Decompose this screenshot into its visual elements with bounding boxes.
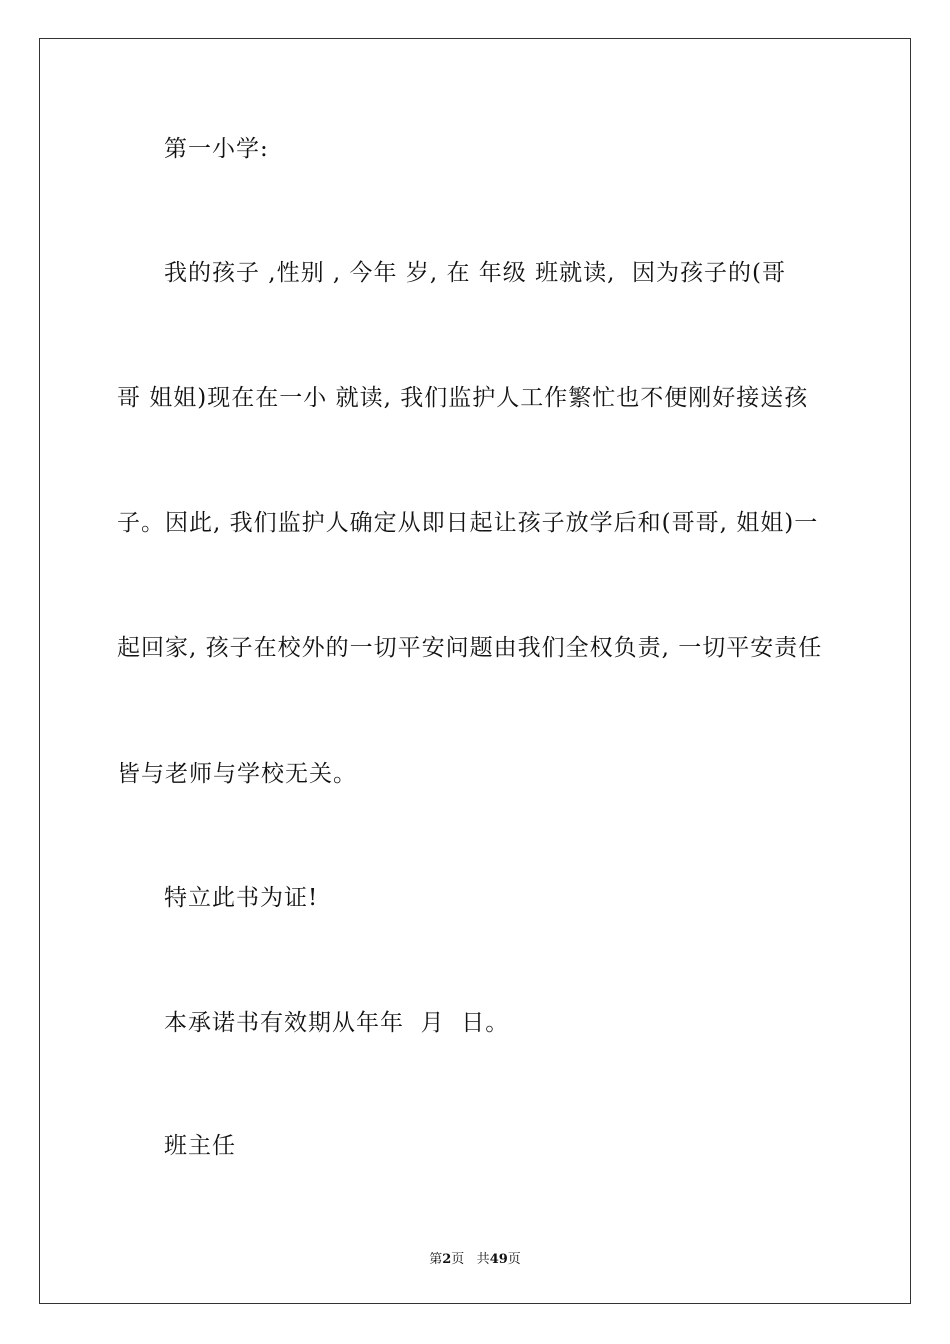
paragraph-line-1: 我的孩子 ,性别 , 今年 岁, 在 年级 班就读, 因为孩子的(哥: [164, 260, 787, 286]
signature-label: 班主任: [164, 1133, 236, 1159]
total-prefix: 共: [476, 1252, 490, 1267]
total-pages: 49: [489, 1252, 508, 1267]
validity-period: 本承诺书有效期从年年 月 日。: [164, 1010, 510, 1036]
page-footer: [0, 1248, 950, 1267]
page-suffix: 页: [451, 1252, 465, 1267]
page-number: 2: [442, 1252, 452, 1267]
total-suffix: 页: [507, 1252, 521, 1267]
closing-statement: 特立此书为证!: [164, 885, 319, 911]
page-prefix: 第: [429, 1252, 443, 1267]
salutation: 第一小学:: [164, 136, 269, 162]
paragraph-line-4: 起回家, 孩子在校外的一切平安问题由我们全权负责, 一切平安责任: [117, 635, 823, 661]
page-frame: [39, 38, 911, 1304]
paragraph-line-2: 哥 姐姐)现在在一小 就读, 我们监护人工作繁忙也不便刚好接送孩: [117, 385, 809, 411]
paragraph-line-5: 皆与老师与学校无关。: [117, 761, 357, 787]
paragraph-line-3: 子。因此, 我们监护人确定从即日起让孩子放学后和(哥哥, 姐姐)一: [117, 510, 819, 536]
